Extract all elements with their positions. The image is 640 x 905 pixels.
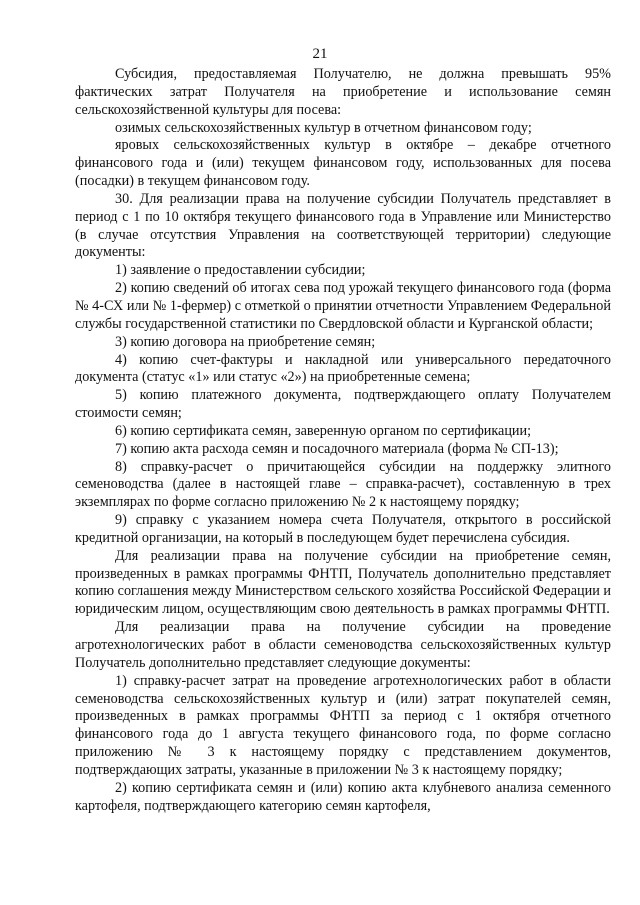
paragraph: Для реализации права на получение субсидии на приобретение семян, произведенных в рамках программы ФНТП, Получатель дополнительно представляет копию соглашения между Министерством сельского хозяйства Российской Федерации и юридическим лицом, осуществляющим свою деятельность в рамках программы ФНТП.	[75, 547, 611, 618]
list-item: 9) справку с указанием номера счета Получателя, открытого в российской кредитной организации, на который в последующем будет перечислена субсидия.	[75, 512, 611, 546]
list-item: 3) копию договора на приобретение семян;	[115, 333, 376, 350]
list-item: 7) копию акта расхода семян и посадочного материала (форма № СП-13);	[115, 440, 559, 457]
paragraph: Для реализации права на получение субсидии на проведение агротехнологических работ в области семеноводства сельскохозяйственных культур Получатель дополнительно представляет следующие документы:	[75, 619, 611, 671]
paragraph: озимых сельскохозяйственных культур в отчетном финансовом году;	[115, 119, 532, 136]
paragraph: 30. Для реализации права на получение субсидии Получатель представляет в период с 1 по 10 октября текущего финансового года в Управление или Министерство (в случае отсутствия Управления на соответствующей территории) следующие документы:	[75, 190, 611, 261]
list-item: 5) копию платежного документа, подтверждающего оплату Получателем стоимости семян;	[75, 387, 611, 422]
list-item: 4) копию счет-фактуры и накладной или универсального передаточного документа (статус «1» или статус «2») на приобретенные семена;	[75, 351, 611, 386]
list-item: 1) справку-расчет затрат на проведение агротехнологических работ в области семеноводства сельскохозяйственных культур и (или) затрат покупателей семян, произведенных в рамках программы ФНТП за период с 1 октября отчетного финансового года до 1 августа текущего финансового года, по форме согласно приложению № 3 к настоящему порядку с представлением документов, подтверждающих затраты, указанные в приложении № 3 к настоящему порядку;	[75, 672, 611, 778]
paragraph: Субсидия, предоставляемая Получателю, не должна превышать 95% фактических затрат Получателя на приобретение и использование семян сельскохозяйственной культуры для посева:	[75, 66, 611, 118]
page-number: 21	[312, 46, 328, 62]
list-item: 2) копию сведений об итогах сева под урожай текущего финансового года (форма № 4-СХ или № 1-фермер) с отметкой о принятии отчетности Управлением Федеральной службы государственной статистики по Свердловской области и Курганской области;	[75, 280, 611, 332]
list-item: 8) справку-расчет о причитающейся субсидии на поддержку элитного семеноводства (далее в настоящей главе – справка-расчет), составленную в трех экземплярах по форме согласно приложению № 2 к настоящему порядку;	[75, 458, 611, 511]
list-item: 2) копию сертификата семян и (или) копию акта клубневого анализа семенного картофеля, подтверждающего категорию семян картофеля,	[75, 779, 611, 814]
paragraph: яровых сельскохозяйственных культур в октябре – декабре отчетного финансового года и (или) текущем финансовом году, использованных для посева (посадки) в текущем финансовом году.	[75, 137, 611, 190]
list-item: 6) копию сертификата семян, заверенную органом по сертификации;	[115, 422, 532, 439]
document-body	[75, 66, 611, 815]
list-item: 1) заявление о предоставлении субсидии;	[115, 262, 366, 279]
